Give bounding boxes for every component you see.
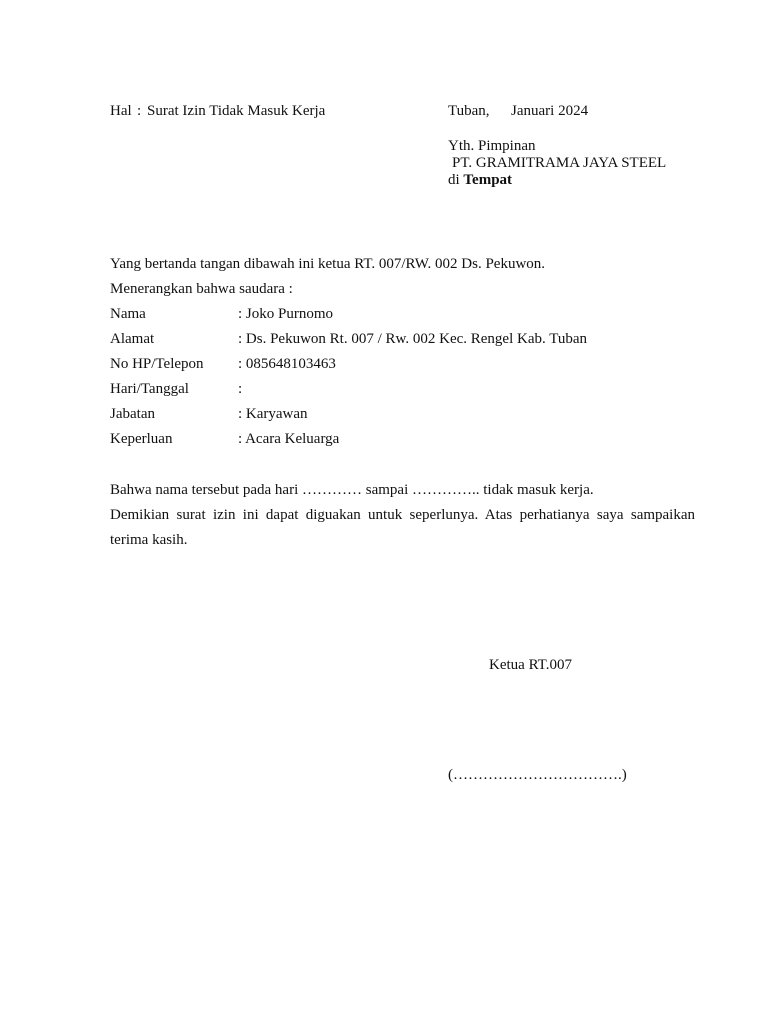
field-label-telepon: No HP/Telepon [110, 356, 204, 372]
field-value-telepon: : 085648103463 [238, 356, 336, 372]
letter-date: Januari 2024 [511, 103, 589, 119]
field-value-hari-tanggal: : [238, 381, 243, 397]
location-text: Tempat [463, 172, 513, 188]
letter-place: Tuban, [448, 103, 490, 119]
subject-text: Surat Izin Tidak Masuk Kerja [147, 103, 326, 119]
field-label-alamat: Alamat [110, 331, 155, 347]
recipient-company: PT. GRAMITRAMA JAYA STEEL [452, 155, 667, 171]
field-label-hari-tanggal: Hari/Tanggal [110, 381, 189, 397]
field-value-alamat: : Ds. Pekuwon Rt. 007 / Rw. 002 Kec. Rengel Kab. Tuban [238, 331, 588, 347]
signature-name-placeholder: (…………………………….) [448, 767, 627, 783]
field-label-jabatan: Jabatan [110, 406, 155, 422]
closing-paragraph-line-1: Demikian surat izin ini dapat diguakan untuk seperlunya. Atas perhatianya saya sampaikan [110, 507, 695, 523]
field-label-keperluan: Keperluan [110, 431, 173, 447]
recipient-location [448, 173, 512, 188]
location-prefix: di [448, 172, 460, 188]
signer-title: Ketua RT.007 [489, 657, 572, 673]
absence-statement: Bahwa nama tersebut pada hari ………… sampai ………….. tidak masuk kerja. [110, 482, 594, 498]
closing-paragraph-line-2: terima kasih. [110, 532, 188, 548]
subject-colon: : [137, 103, 142, 119]
field-value-keperluan: : Acara Keluarga [238, 431, 340, 447]
recipient-salutation: Yth. Pimpinan [448, 138, 536, 154]
intro-paragraph: Yang bertanda tangan dibawah ini ketua RT. 007/RW. 002 Ds. Pekuwon. [110, 256, 546, 272]
field-value-nama: : Joko Purnomo [238, 306, 334, 322]
field-value-jabatan: : Karyawan [238, 406, 308, 422]
field-label-nama: Nama [110, 306, 146, 322]
subject-label: Hal [110, 103, 132, 119]
menerangkan-line: Menerangkan bahwa saudara : [110, 281, 293, 297]
